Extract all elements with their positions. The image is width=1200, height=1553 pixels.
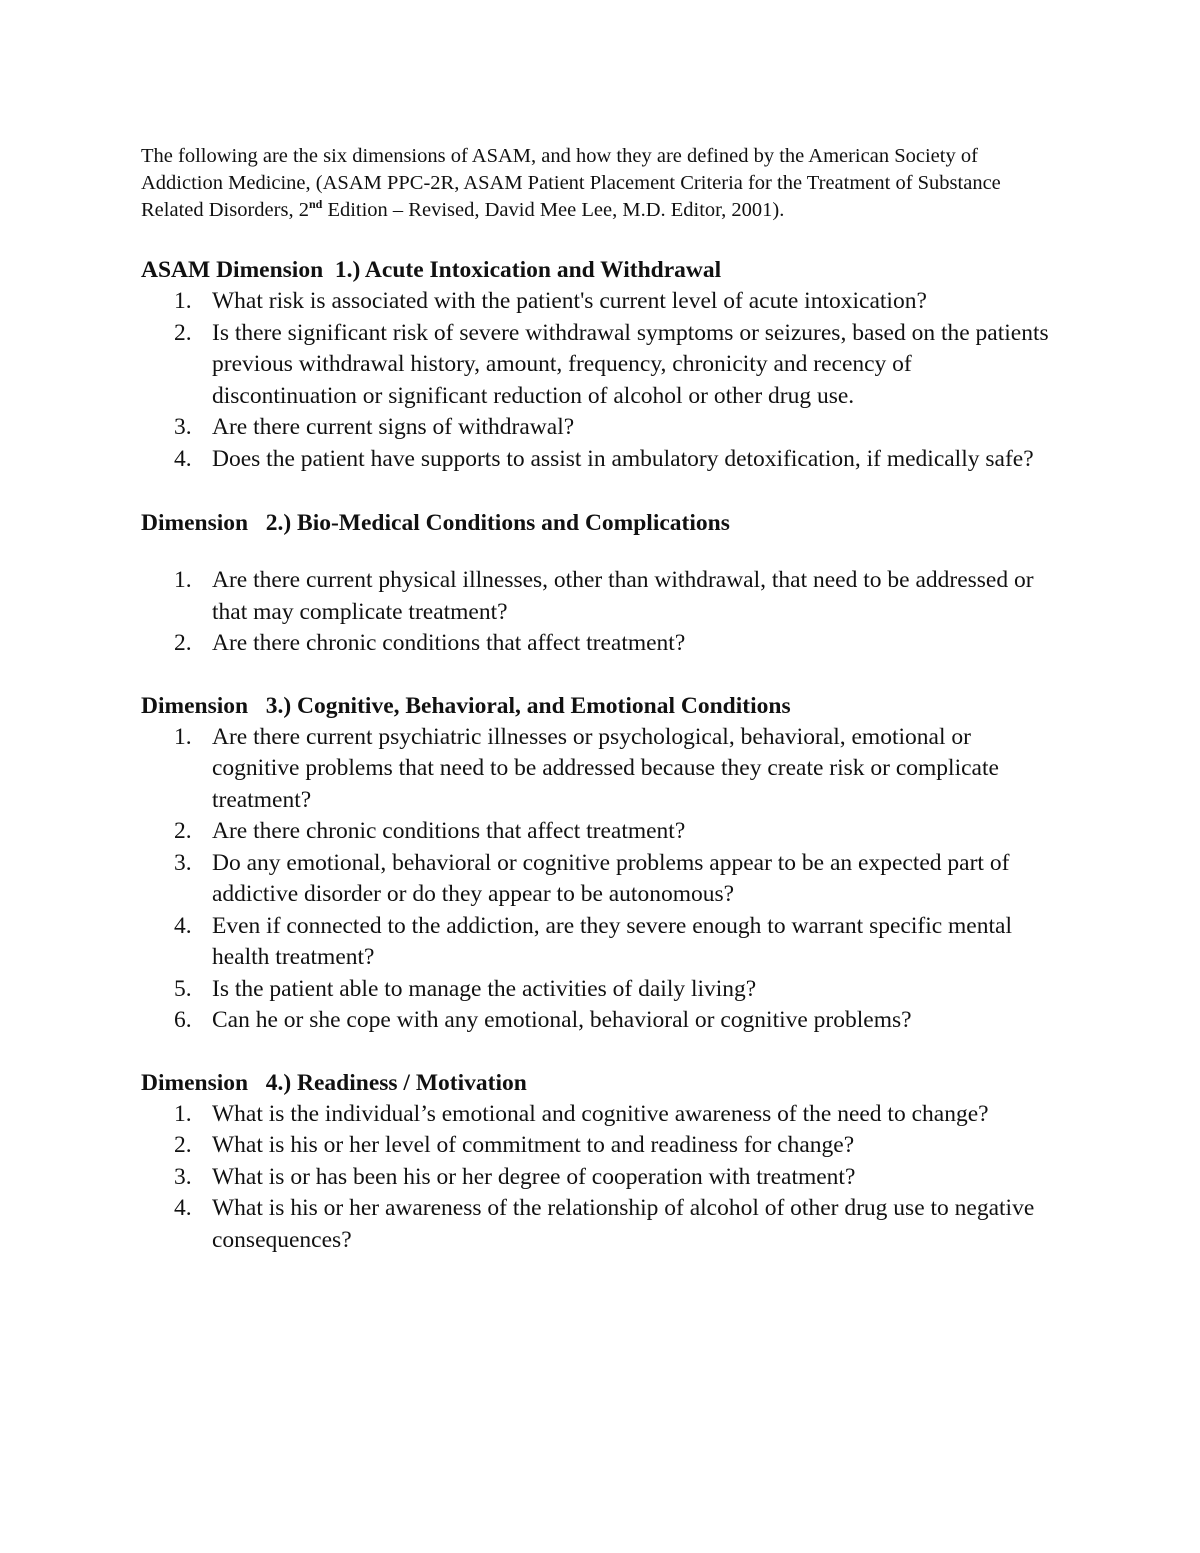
intro-superscript: nd [308, 197, 323, 212]
item-text: Are there chronic conditions that affect treatment? [212, 818, 686, 844]
section-heading: Dimension 4.) Readiness / Motivation [141, 1069, 527, 1096]
section-heading: Dimension 2.) Bio-Medical Conditions and Complications [141, 510, 730, 536]
item-number: 5. [174, 975, 192, 1002]
list-item [141, 974, 1056, 1006]
list-item [141, 412, 1056, 444]
question-list [141, 565, 1056, 660]
item-text: What is his or her level of commitment to and readiness for change? [212, 1132, 855, 1158]
item-number: 4. [174, 912, 192, 939]
list-item [141, 1099, 1056, 1131]
item-text: Can he or she cope with any emotional, behavioral or cognitive problems? [212, 1007, 912, 1033]
item-text: Do any emotional, behavioral or cognitive problems appear to be an expected part of addictive disorder or do they appear to be autonomous? [212, 849, 1010, 907]
list-item [141, 318, 1056, 413]
item-text: What risk is associated with the patient's current level of acute intoxication? [212, 288, 927, 314]
item-text: Are there chronic conditions that affect treatment? [212, 630, 686, 656]
item-text: Even if connected to the addiction, are they severe enough to warrant specific mental health treatment? [212, 912, 1012, 970]
item-number: 1. [174, 1100, 192, 1127]
item-text: Are there current physical illnesses, other than withdrawal, that need to be addressed or that may complicate treatment? [212, 567, 1034, 625]
list-item [141, 286, 1056, 318]
item-number: 3. [174, 1163, 192, 1190]
list-item [141, 565, 1056, 628]
intro-text: The following are the six dimensions of ASAM, and how they are defined by the American Society of Addiction Medicine, (ASAM PPC-2R, ASAM Patient Placement Criteria for the Treatment of Substance Related Disorders, 2 [141, 145, 1001, 221]
item-number: 2. [174, 630, 192, 656]
section-dimension-4 [141, 1068, 1056, 1257]
question-list [141, 722, 1056, 1037]
item-text: Are there current psychiatric illnesses or psychological, behavioral, emotional or cognitive problems that need to be addressed because they create risk or complicate treatment? [212, 723, 999, 813]
item-number: 4. [174, 1195, 192, 1221]
list-item [141, 816, 1056, 848]
item-number: 1. [174, 567, 192, 593]
section-dimension-3 [141, 691, 1056, 1037]
section-heading: ASAM Dimension 1.) Acute Intoxication and Withdrawal [141, 257, 722, 283]
item-text: Is the patient able to manage the activities of daily living? [212, 975, 757, 1002]
item-text: What is his or her awareness of the relationship of alcohol of other drug use to negative consequences? [212, 1195, 1035, 1253]
item-text: Are there current signs of withdrawal? [212, 414, 575, 440]
list-item [141, 1162, 1056, 1194]
section-dimension-1 [141, 255, 1056, 475]
list-item [141, 1005, 1056, 1037]
list-item [141, 628, 1056, 660]
list-item [141, 1193, 1056, 1256]
section-dimension-2 [141, 508, 1056, 660]
question-list [141, 1099, 1056, 1257]
item-text: Is there significant risk of severe withdrawal symptoms or seizures, based on the patients previous withdrawal history, amount, frequency, chronicity and recency of discontinuation or significant reduction of alcohol or other drug use. [212, 319, 1049, 409]
intro-text-end: Edition – Revised, David Mee Lee, M.D. Editor, 2001). [322, 199, 785, 221]
list-item [141, 444, 1056, 476]
item-number: 3. [174, 849, 192, 876]
item-text: What is the individual’s emotional and cognitive awareness of the need to change? [212, 1100, 989, 1127]
question-list [141, 286, 1056, 475]
list-item [141, 722, 1056, 817]
list-item [141, 848, 1056, 911]
list-item [141, 911, 1056, 974]
item-number: 1. [174, 288, 192, 314]
item-text: What is or has been his or her degree of cooperation with treatment? [212, 1163, 856, 1190]
item-number: 3. [174, 414, 192, 440]
document-page [141, 143, 1056, 1256]
item-number: 2. [174, 319, 192, 346]
list-item [141, 1130, 1056, 1162]
item-number: 6. [174, 1007, 192, 1033]
intro-paragraph [141, 143, 1056, 224]
item-number: 4. [174, 445, 192, 472]
item-number: 2. [174, 818, 192, 844]
section-heading: Dimension 3.) Cognitive, Behavioral, and Emotional Conditions [141, 692, 791, 719]
item-text: Does the patient have supports to assist in ambulatory detoxification, if medically safe? [212, 445, 1034, 472]
item-number: 1. [174, 723, 192, 750]
item-number: 2. [174, 1132, 192, 1158]
